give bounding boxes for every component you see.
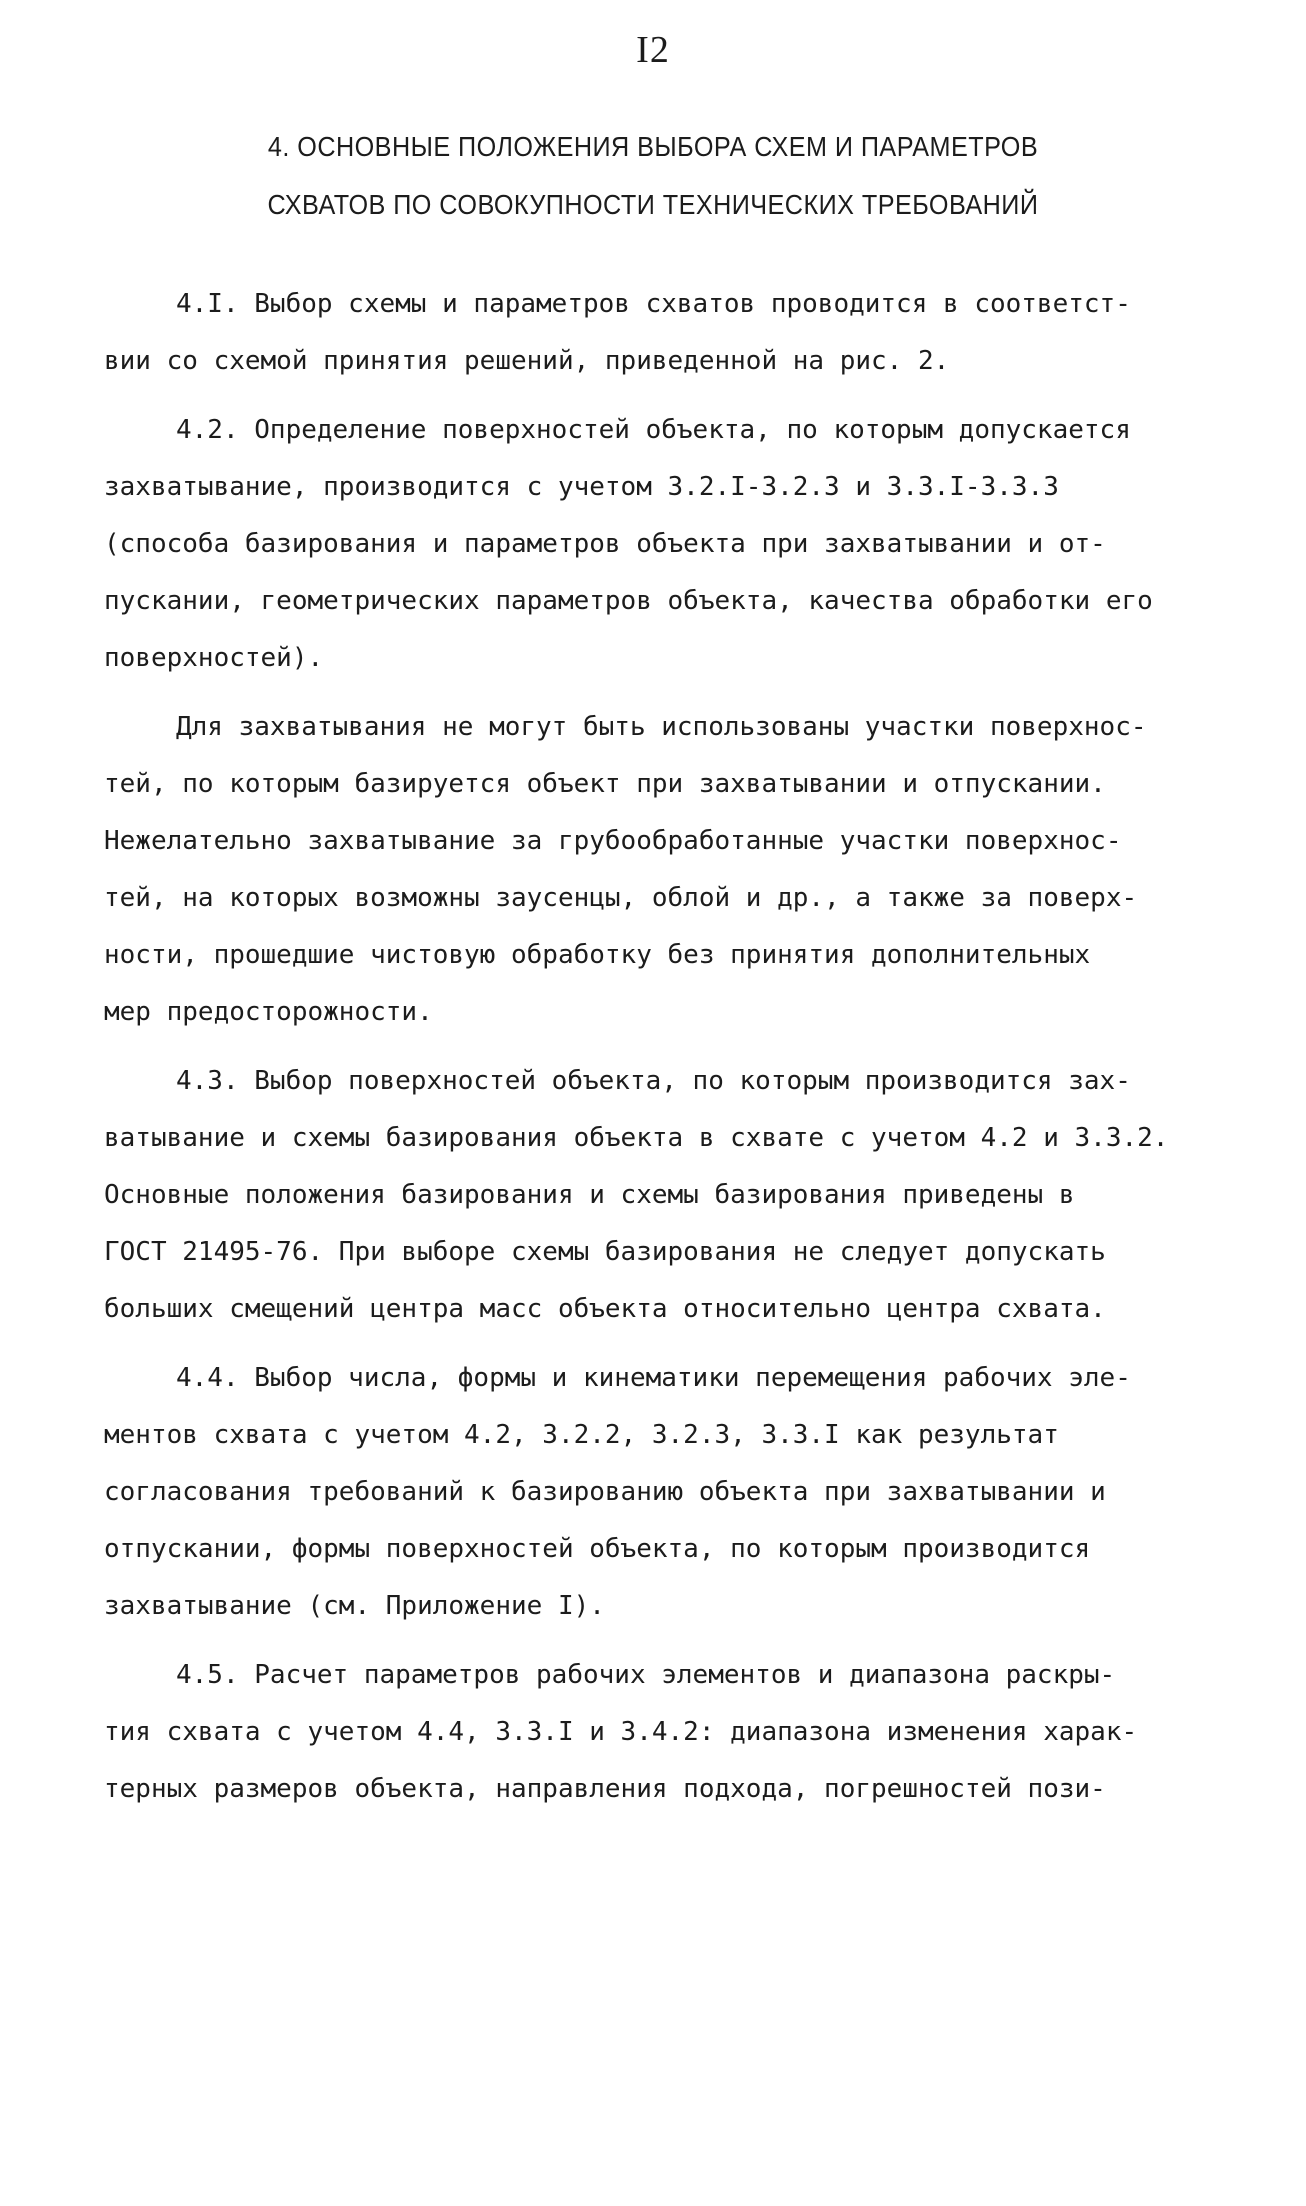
page-number: I2 [636, 29, 670, 71]
text-line: 4.2. Определение поверхностей объекта, по которым допускается [176, 415, 1131, 445]
text-line: тей, по которым базируется объект при захватывании и отпускании. [104, 769, 1106, 799]
text-line: Для захватывания не могут быть использованы участки поверхнос- [176, 712, 1147, 742]
text-line: ГОСТ 21495-76. При выборе схемы базирования не следует допускать [104, 1237, 1106, 1267]
text-line: ности, прошедшие чистовую обработку без принятия дополнительных [104, 940, 1091, 970]
text-line: пускании, геометрических параметров объекта, качества обработки его [104, 586, 1153, 616]
text-line: Основные положения базирования и схемы базирования приведены в [104, 1180, 1075, 1210]
text-line: (способа базирования и параметров объекта при захватывании и от- [104, 529, 1106, 559]
text-line: тей, на которых возможны заусенцы, облой и др., а также за поверх- [104, 883, 1138, 913]
text-line: 4.5. Расчет параметров рабочих элементов и диапазона раскры- [176, 1660, 1116, 1690]
text-line: 4.4. Выбор числа, формы и кинематики перемещения рабочих эле- [176, 1363, 1131, 1393]
text-line: ментов схвата с учетом 4.2, 3.2.2, 3.2.3, 3.3.I как результат [104, 1420, 1059, 1450]
text-line: 4.I. Выбор схемы и параметров схватов проводится в соответст- [176, 289, 1131, 319]
body-text [104, 276, 1264, 1818]
text-line: согласования требований к базированию объекта при захватывании и [104, 1477, 1106, 1507]
text-line: поверхностей). [104, 643, 324, 673]
text-line: терных размеров объекта, направления подхода, погрешностей пози- [104, 1774, 1106, 1804]
text-line: отпускании, формы поверхностей объекта, по которым производится [104, 1534, 1091, 1564]
text-line: Нежелательно захватывание за грубообработанные участки поверхнос- [104, 826, 1122, 856]
text-line: захватывание, производится с учетом 3.2.I-3.2.3 и 3.3.I-3.3.3 [104, 472, 1059, 502]
text-line: вии со схемой принятия решений, приведенной на рис. 2. [104, 346, 950, 376]
section-heading-line-1: 4. ОСНОВНЫЕ ПОЛОЖЕНИЯ ВЫБОРА СХЕМ И ПАРАМЕТРОВ [267, 131, 1039, 162]
text-line: больших смещений центра масс объекта относительно центра схвата. [104, 1294, 1106, 1324]
text-line: тия схвата с учетом 4.4, 3.3.I и 3.4.2: диапазона изменения харак- [104, 1717, 1138, 1747]
text-line: ватывание и схемы базирования объекта в схвате с учетом 4.2 и 3.3.2. [104, 1123, 1169, 1153]
section-heading [65, 118, 1240, 234]
section-heading-line-2: СХВАТОВ ПО СОВОКУПНОСТИ ТЕХНИЧЕСКИХ ТРЕБОВАНИЙ [267, 189, 1039, 220]
text-line: 4.3. Выбор поверхностей объекта, по которым производится зах- [176, 1066, 1131, 1096]
text-line: захватывание (см. Приложение I). [104, 1591, 605, 1621]
text-line: мер предосторожности. [104, 997, 433, 1027]
